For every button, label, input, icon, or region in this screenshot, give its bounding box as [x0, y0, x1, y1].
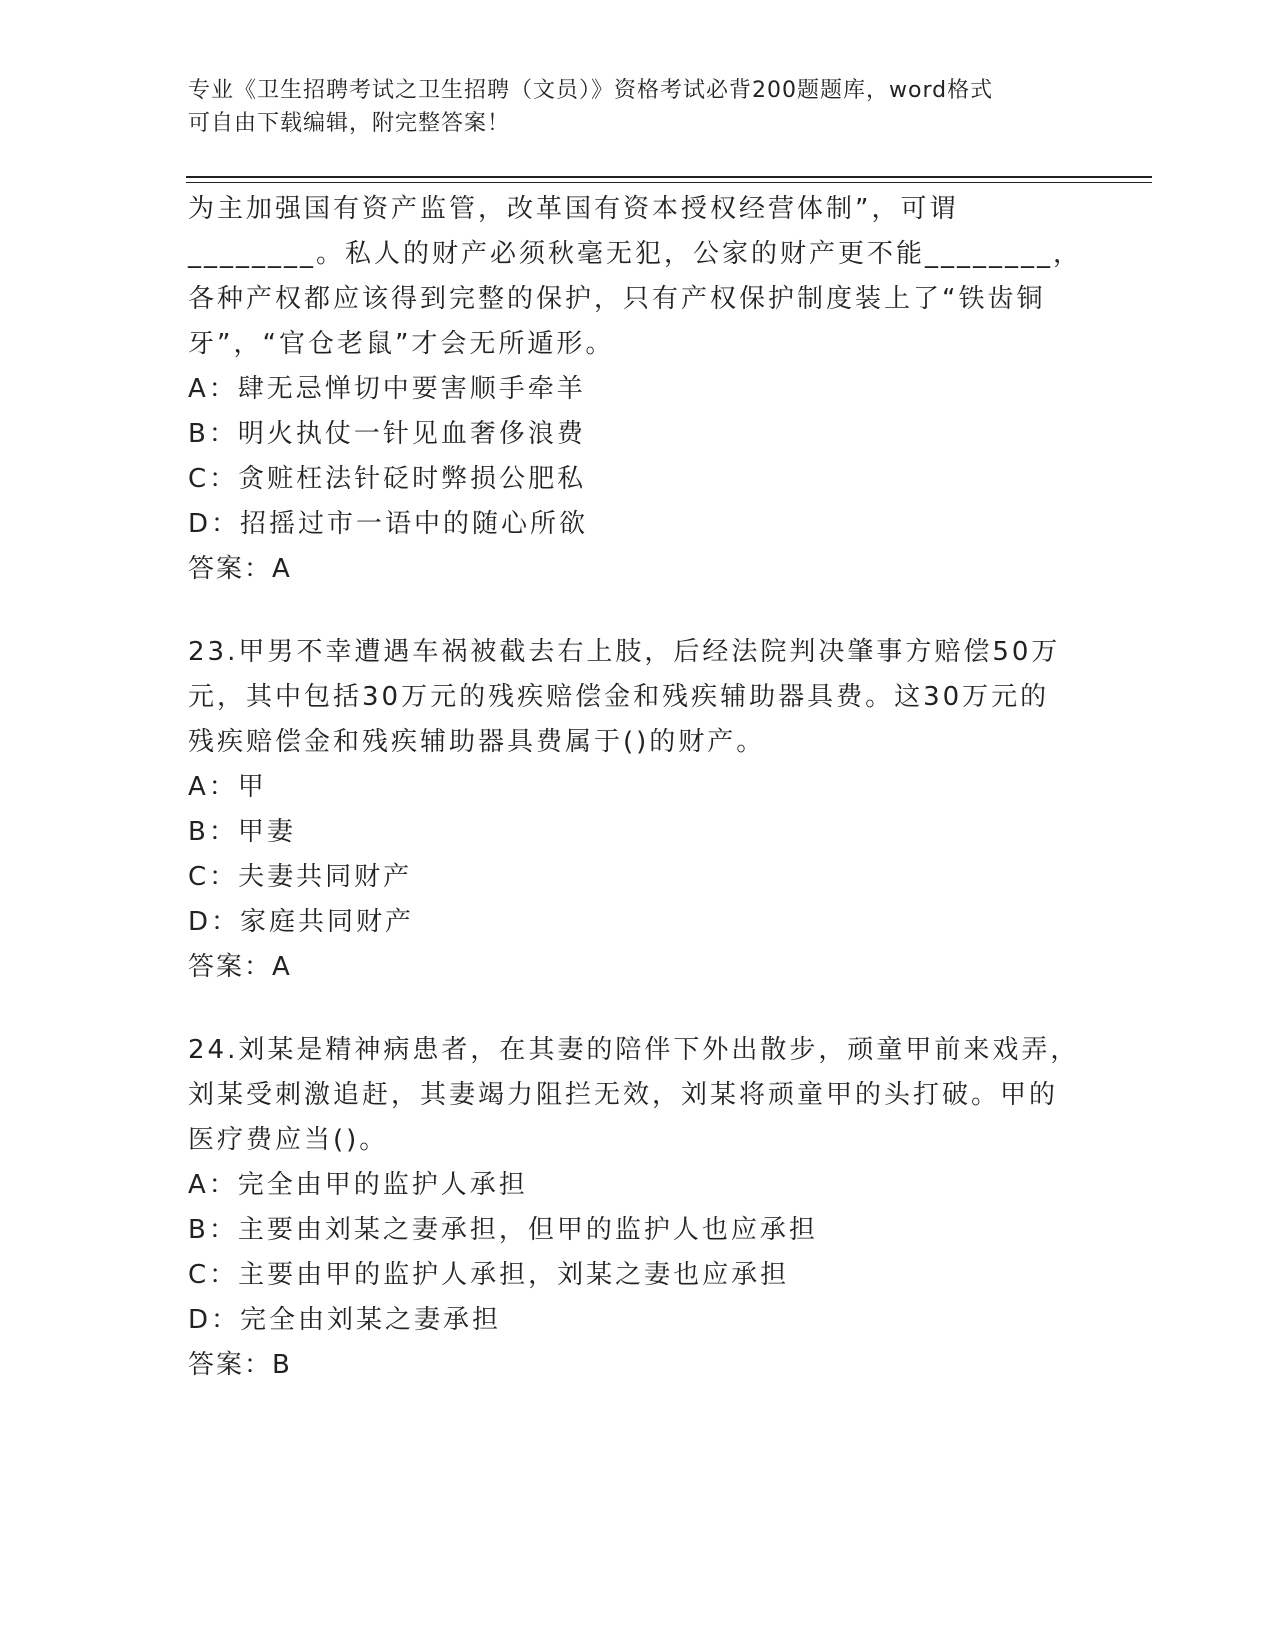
question-text-line: 元，其中包括30万元的残疾赔偿金和残疾辅助器具费。这30万元的 — [188, 682, 1050, 712]
question-text-line: 各种产权都应该得到完整的保护，只有产权保护制度装上了“铁齿铜 — [188, 284, 1046, 314]
answer: 答案：A — [188, 554, 292, 584]
option-b: B：明火执仗一针见血奢侈浪费 — [188, 419, 586, 449]
option-a: A：完全由甲的监护人承担 — [188, 1170, 528, 1200]
question-text-line: 23.甲男不幸遭遇车祸被截去右上肢，后经法院判决肇事方赔偿50万 — [188, 637, 1061, 667]
header-divider-thick — [186, 176, 1152, 178]
question-text-line: 24.刘某是精神病患者，在其妻的陪伴下外出散步，顽童甲前来戏弄， — [188, 1035, 1080, 1065]
question-text-line: 为主加强国有资产监管，改革国有资本授权经营体制”，可谓 — [188, 194, 959, 224]
question-text-line: 医疗费应当()。 — [188, 1125, 389, 1155]
option-d: D：家庭共同财产 — [188, 907, 415, 937]
option-c: C：夫妻共同财产 — [188, 862, 413, 892]
question-text-line: 牙”，“官仓老鼠”才会无所遁形。 — [188, 329, 615, 359]
question-23 — [188, 630, 1088, 990]
option-d: D：完全由刘某之妻承担 — [188, 1305, 502, 1335]
option-b: B：主要由刘某之妻承担，但甲的监护人也应承担 — [188, 1215, 818, 1245]
option-a: A：肆无忌惮切中要害顺手牵羊 — [188, 374, 586, 404]
question-text-line: 刘某受刺激追赶，其妻竭力阻拦无效，刘某将顽童甲的头打破。甲的 — [188, 1080, 1059, 1110]
answer: 答案：B — [188, 1350, 292, 1380]
option-d: D：招摇过市一语中的随心所欲 — [188, 509, 589, 539]
option-c: C：贪赃枉法针砭时弊损公肥私 — [188, 464, 587, 494]
question-22 — [188, 187, 1088, 592]
question-text-line: 残疾赔偿金和残疾辅助器具费属于()的财产。 — [188, 727, 766, 757]
option-b: B：甲妻 — [188, 817, 296, 847]
header-title-line-2: 可自由下载编辑，附完整答案！ — [188, 111, 511, 136]
header-title-line-1: 专业《卫生招聘考试之卫生招聘（文员）》资格考试必背200题题库，word格式 — [188, 78, 994, 103]
document-body — [188, 187, 1088, 1388]
spacer — [188, 592, 1088, 630]
header-divider-thin — [186, 182, 1152, 183]
spacer — [188, 990, 1088, 1028]
option-c: C：主要由甲的监护人承担，刘某之妻也应承担 — [188, 1260, 790, 1290]
answer: 答案：A — [188, 952, 292, 982]
option-a: A：甲 — [188, 772, 267, 802]
question-24 — [188, 1028, 1088, 1388]
document-header — [188, 74, 1088, 140]
question-text-line: ________。私人的财产必须秋毫无犯，公家的财产更不能________， — [188, 239, 1083, 269]
